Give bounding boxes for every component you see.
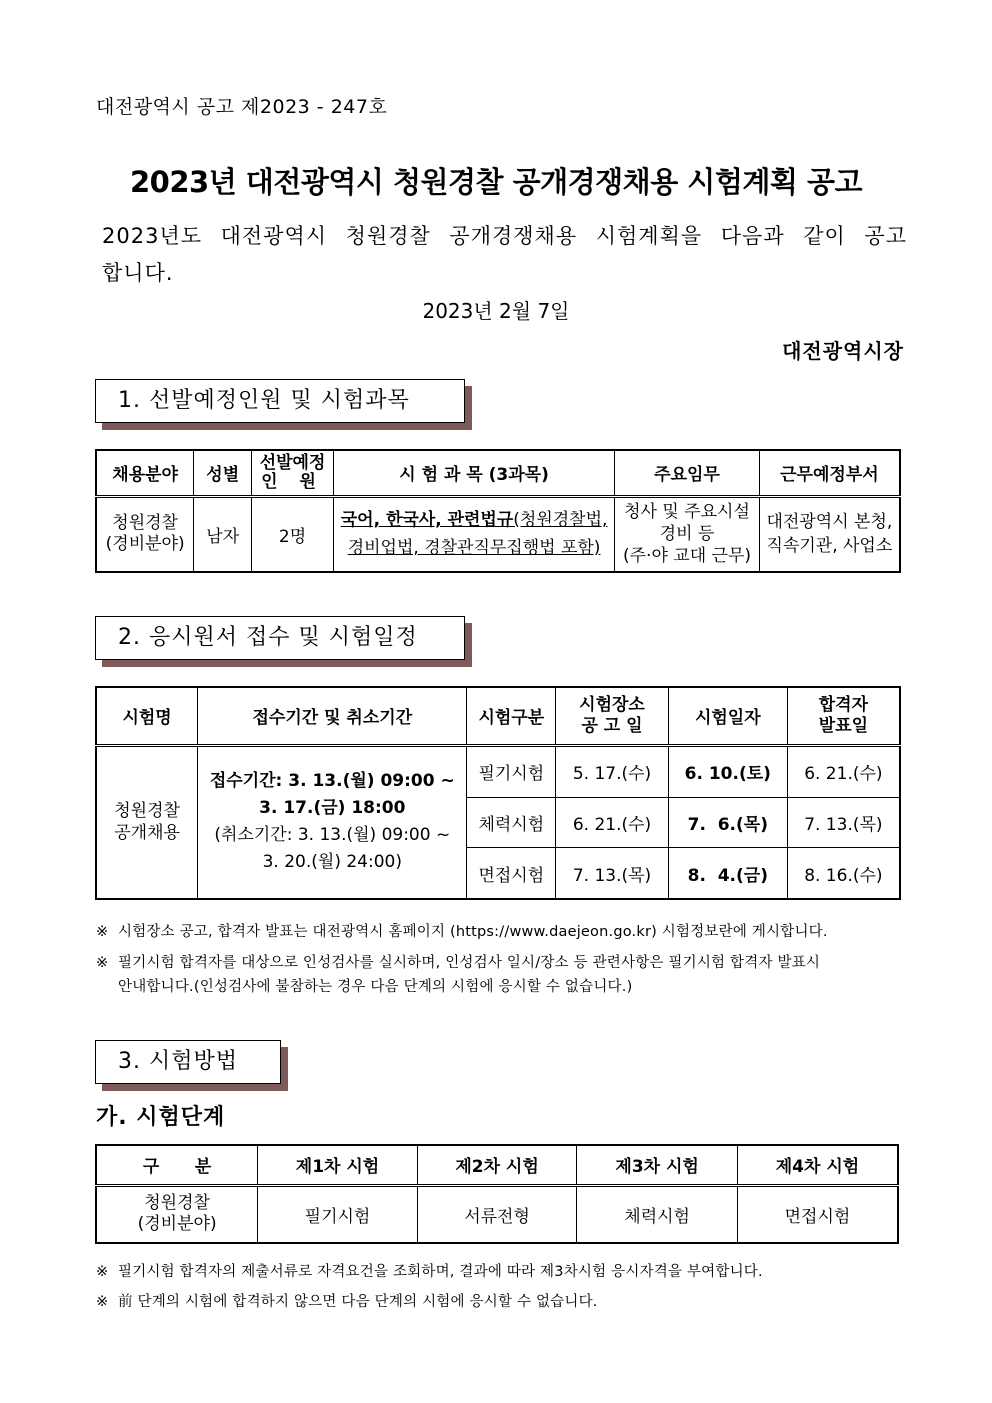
selection-table-header — [96, 450, 900, 496]
table-row: 체력시험 6. 21.(수) 7. 6.(목) 7. 13.(목) — [96, 797, 900, 847]
col-dept: 근무예정부서 — [759, 450, 900, 496]
section2-heading: 2. 응시원서 접수 및 시험일정 — [95, 616, 465, 660]
table-row: 청원경찰 (경비분야) 필기시험 서류전형 체력시험 면접시험 — [96, 1185, 898, 1243]
stage-table — [95, 1144, 899, 1244]
page-title: 2023년 대전광역시 청원경찰 공개경쟁채용 시험계획 공고 — [129, 165, 862, 199]
col-subjects: 시 험 과 목 (3과목) — [333, 450, 614, 496]
stage-note-2: ※ 前 단계의 시험에 합격하지 않으면 다음 단계의 시험에 응시할 수 없습니다. — [96, 1294, 598, 1310]
intro-text: 2023년도 대전광역시 청원경찰 공개경쟁채용 시험계획을 다음과 같이 공고합니다. — [102, 224, 907, 285]
schedule-note-2: ※ 필기시험 합격자를 대상으로 인성검사를 실시하며, 인성검사 일시/장소 등 관련사항은 필기시험 합격자 발표시 안내합니다.(인성검사에 불참하는 경우 다음 단계의 시험에 응시할 수 없습니다.) — [96, 955, 821, 995]
section3-heading: 3. 시험방법 — [95, 1040, 281, 1084]
stage-table-header: 구 분 제1차 시험 제2차 시험 제3차 시험 제4차 시험 — [96, 1145, 898, 1185]
section1-heading: 1. 선발예정인원 및 시험과목 — [95, 379, 465, 423]
subjects-text: 국어, 한국사, 관련법규(청원경찰법, 경비업법, 경찰관직무집행법 포함) — [340, 510, 608, 559]
col-field: 채용분야 — [96, 450, 194, 496]
signer: 대전광역시장 — [782, 339, 904, 363]
table-row: 청원경찰 (경비분야) 남자 2명 국어, 한국사, 관련법규(청원경찰법, 경비업법, 경찰관직무집행법 포함) 청사 및 주요시설 경비 등 (주·야 교대 근무) 대전광역시 본청, 직속기관, 사업소 — [96, 496, 900, 572]
selection-table — [95, 449, 901, 573]
schedule-table — [95, 686, 901, 900]
col-duty: 주요임무 — [615, 450, 760, 496]
table-row: 면접시험 7. 13.(목) 8. 4.(금) 8. 16.(수) — [96, 848, 900, 899]
col-count: 선발예정 인 원 — [252, 450, 334, 496]
col-gender: 성별 — [194, 450, 252, 496]
table-row: 청원경찰 공개채용 접수기간: 3. 13.(월) 09:00 ~ 3. 17.(금) 18:00 (취소기간: 3. 13.(월) 09:00 ~ 3. 20.(월) 24:00) 필기시험 5. 17.(수) 6. 10.(토) 6. 21.(수) — [96, 745, 900, 797]
notice-number: 대전광역시 공고 제2023 - 247호 — [96, 96, 388, 118]
schedule-table-header: 시험명 접수기간 및 취소기간 시험구분 시험장소 공 고 일 시험일자 합격자 발표일 — [96, 687, 900, 745]
stage-note-1: ※ 필기시험 합격자의 제출서류로 자격요건을 조회하며, 결과에 따라 제3차시험 응시자격을 부여합니다. — [96, 1264, 763, 1280]
schedule-note-1: ※ 시험장소 공고, 합격자 발표는 대전광역시 홈페이지 (https://www.daejeon.go.kr) 시험정보란에 게시합니다. — [96, 924, 828, 940]
announcement-date: 2023년 2월 7일 — [422, 299, 570, 323]
section3-subheading: 가. 시험단계 — [96, 1105, 226, 1130]
